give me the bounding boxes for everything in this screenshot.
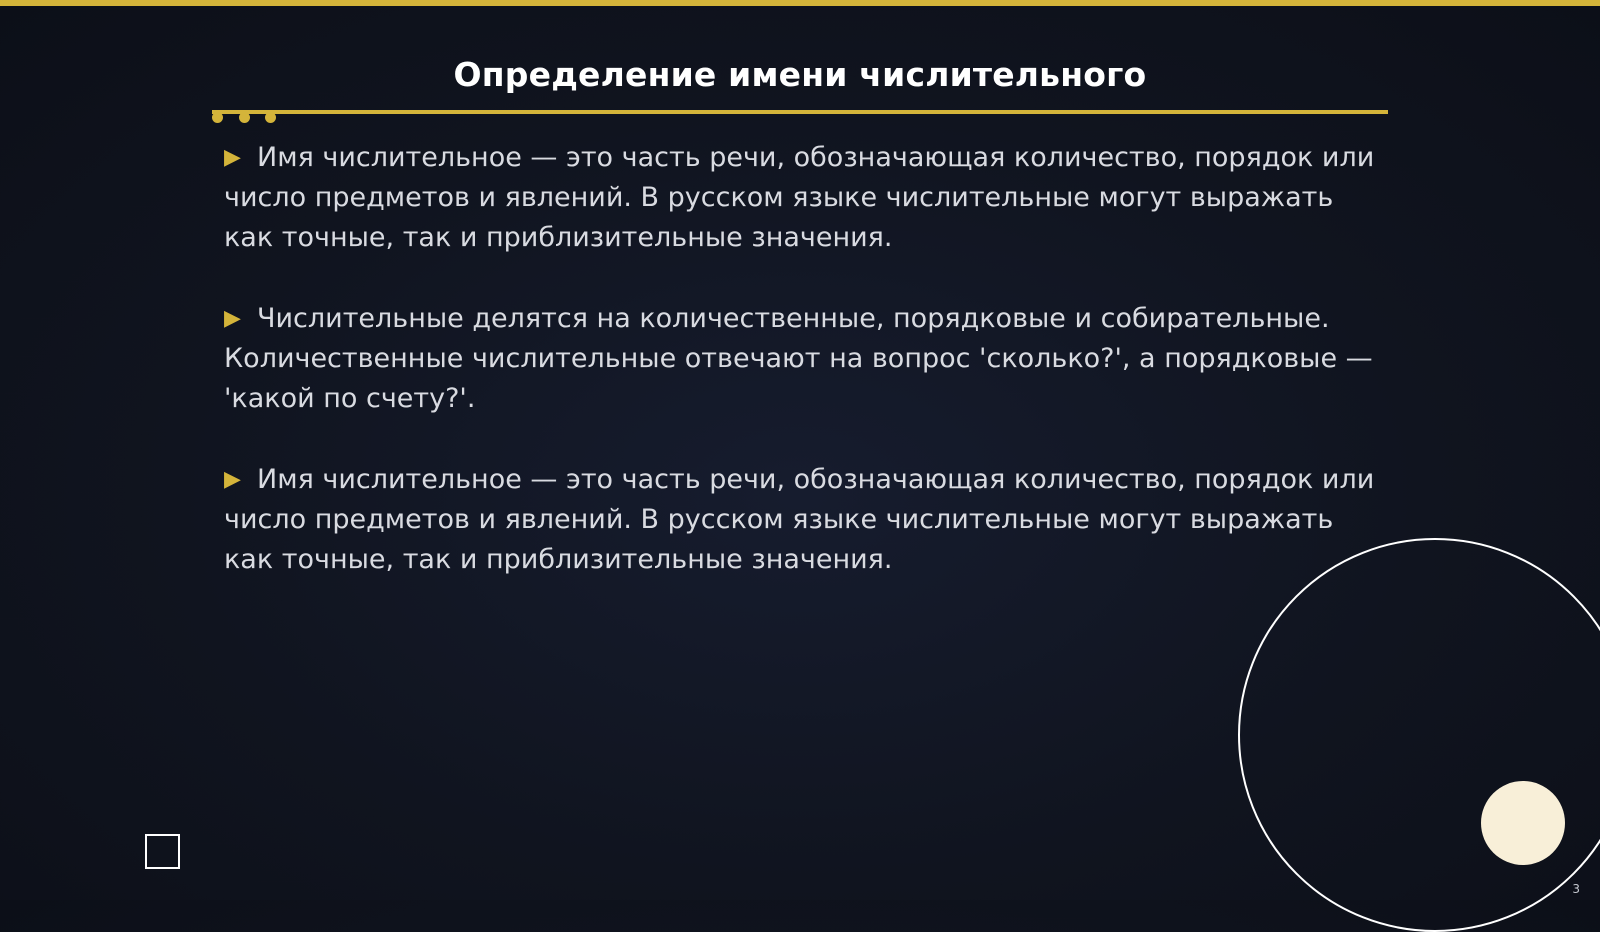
bullet-text: Числительные делятся на количественные, порядковые и собирательные. Количественные числительные отвечают на вопрос 'сколько?', а порядковые — 'какой по счету?'.: [224, 303, 1373, 414]
decorative-circle-filled: [1481, 781, 1565, 865]
bullet-item: [224, 299, 1384, 419]
decorative-dot: [265, 112, 276, 123]
bullet-text: Имя числительное — это часть речи, обозначающая количество, порядок или число предметов и явлений. В русском языке числительные могут выражать как точные, так и приблизительные значения.: [224, 464, 1375, 575]
bullet-text: Имя числительное — это часть речи, обозначающая количество, порядок или число предметов и явлений. В русском языке числительные могут выражать как точные, так и приблизительные значения.: [224, 142, 1375, 253]
bullet-item: [224, 138, 1384, 258]
bullet-item: [224, 460, 1384, 580]
decorative-dot: [212, 112, 223, 123]
page-number: 3: [1572, 882, 1580, 896]
play-triangle-icon: ▶: [224, 306, 241, 331]
play-triangle-icon: ▶: [224, 467, 241, 492]
bullet-list: [224, 138, 1384, 621]
decorative-square-outline: [145, 834, 180, 869]
decorative-dot: [239, 112, 250, 123]
play-triangle-icon: ▶: [224, 145, 241, 170]
title-underline: [212, 110, 1388, 114]
top-accent-bar: [0, 0, 1600, 6]
slide-title: Определение имени числительного: [453, 55, 1147, 94]
